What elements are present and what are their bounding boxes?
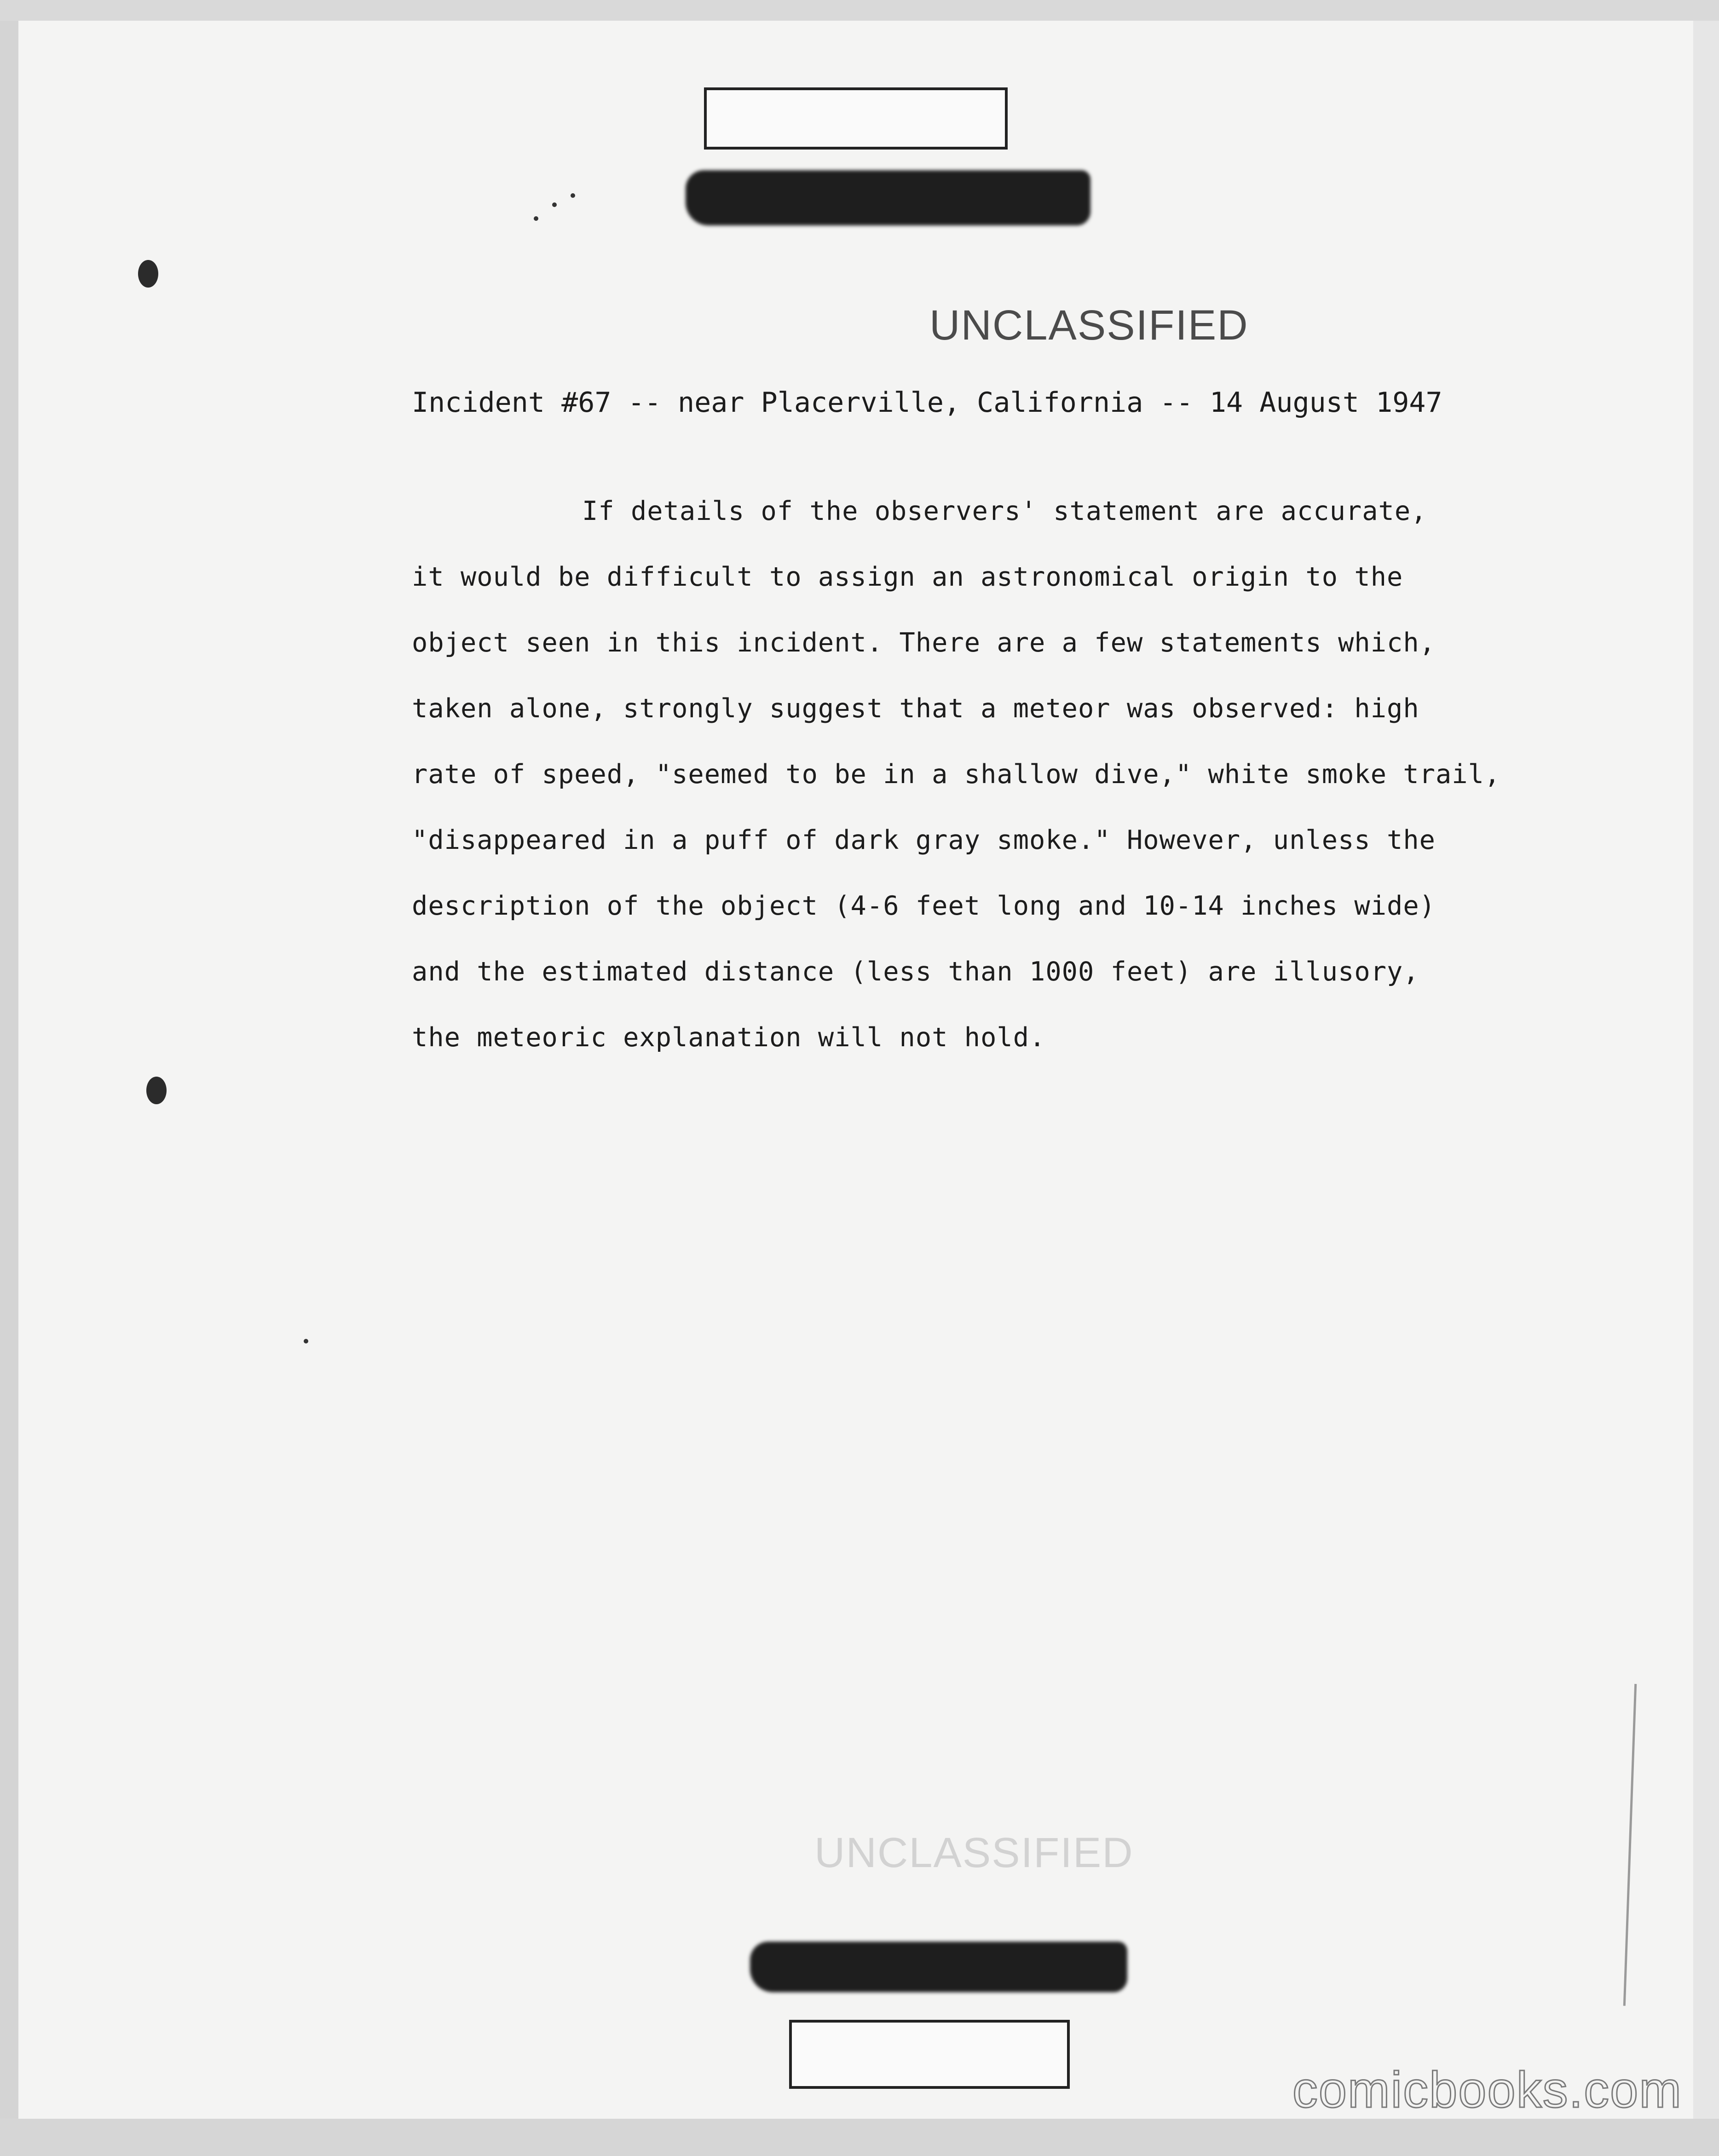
scan-bottom-edge (0, 2119, 1719, 2156)
body-line: If details of the observers' statement are accurate, (582, 496, 1427, 526)
punch-hole-middle (146, 1077, 167, 1104)
classification-stamp-bottom: UNCLASSIFIED (814, 1829, 1134, 1876)
body-line: "disappeared in a puff of dark gray smoke." However, unless the (412, 825, 1436, 855)
dust-speck (571, 193, 575, 198)
incident-body (412, 478, 1571, 1071)
incident-heading: Incident #67 -- near Placerville, California -- 14 August 1947 (412, 386, 1442, 419)
punch-hole-top (138, 260, 158, 288)
dust-speck (534, 216, 538, 221)
scan-left-edge (0, 0, 18, 2156)
body-line: the meteoric explanation will not hold. (412, 1022, 1046, 1053)
site-watermark: comicbooks.com (1292, 2062, 1682, 2118)
redaction-box-bottom (789, 2020, 1070, 2089)
body-line: description of the object (4-6 feet long and 10-14 inches wide) (412, 891, 1436, 921)
dust-speck (552, 202, 557, 207)
redaction-smear-bottom (750, 1942, 1127, 1992)
body-line: taken alone, strongly suggest that a meteor was observed: high (412, 693, 1419, 724)
dust-speck (304, 1339, 308, 1343)
body-line: object seen in this incident. There are a few statements which, (412, 628, 1436, 658)
redaction-smear-top (686, 170, 1090, 225)
scan-top-edge (0, 0, 1719, 21)
body-line: it would be difficult to assign an astronomical origin to the (412, 562, 1403, 592)
body-line: rate of speed, "seemed to be in a shallow dive," white smoke trail, (412, 759, 1501, 790)
body-line: and the estimated distance (less than 1000 feet) are illusory, (412, 957, 1419, 987)
classification-stamp-top: UNCLASSIFIED (929, 302, 1249, 349)
redaction-box-top (704, 87, 1008, 150)
